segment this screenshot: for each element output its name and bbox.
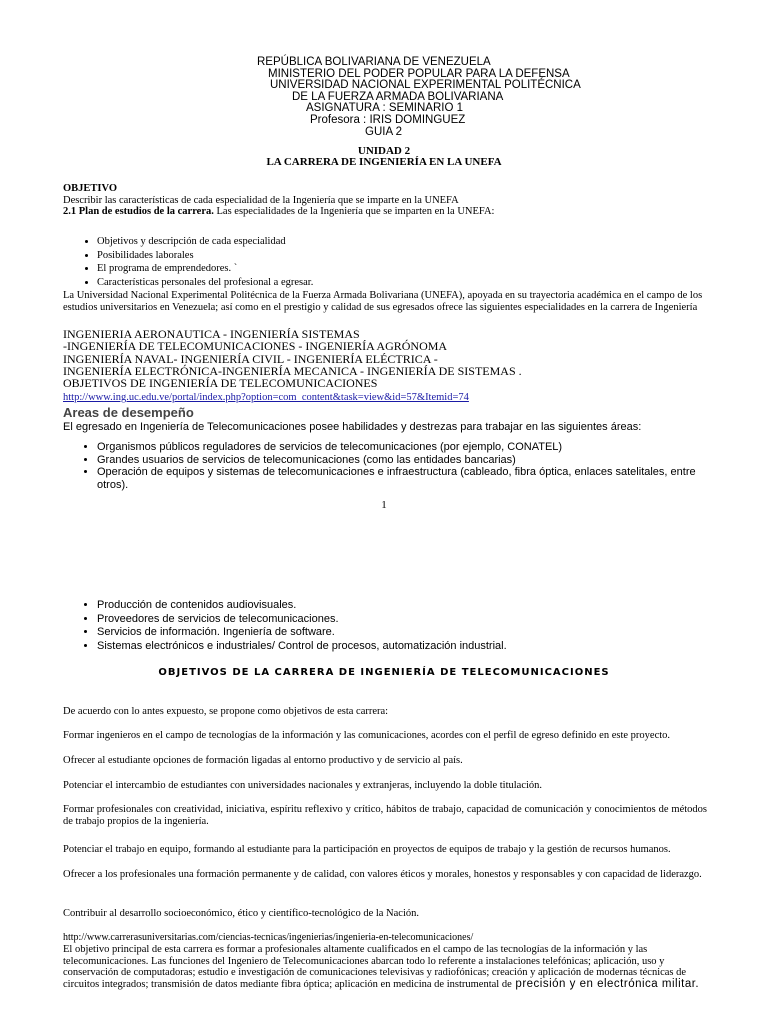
- plan-bold: 2.1 Plan de estudios de la carrera.: [63, 206, 214, 217]
- objetivo-text: Describir las características de cada especialidad de la Ingeniería que se imparte en la UNEFA: [63, 194, 459, 206]
- paragraph: Formar profesionales con creatividad, iniciativa, espíritu reflexivo y crítico, hábitos de trabajo, capacidad de comunicación y conocimientos de métodos de trabajo propios de la ingeniería.: [63, 804, 707, 827]
- paragraph: Formar ingenieros en el campo de tecnologías de la información y las comunicaciones, acordes con el perfil de egreso definido en este proyecto.: [63, 730, 671, 741]
- especialidad-line: INGENIERÍA NAVAL- INGENIERÍA CIVIL - INGENIERÍA ELÉCTRICA -: [63, 351, 438, 366]
- unidad-label: UNIDAD 2: [357, 145, 411, 157]
- final-text: El objetivo principal de esta carrera es formar a profesionales altamente cualificados en el campo de las tecnologías de la información y las telecomunicaciones. Las funciones del Ingeniero de Telecomunicaciones abarcan todo lo referente a instalaciones telefónicas; aplicación, uso y conservación de computadoras; estudio e investigación de comunicaciones televisivas y radiofónicas; creación y aplicación de modernas técnicas de circuitos integrados; transmisión de datos mediante fibra óptica; aplicación en medicina de instrumental de: [63, 944, 687, 990]
- header: [0, 57, 768, 138]
- plan-text: Las especialidades de la Ingeniería que se imparten en la UNEFA:: [213, 206, 495, 217]
- especialidad-line: -INGENIERÍA DE TELECOMUNICACIONES - INGENIERÍA AGRÓNOMA: [63, 339, 448, 354]
- list-item: • Objetivos y descripción de cada especialidad: [97, 235, 703, 249]
- document-title: LA CARRERA DE INGENIERÍA EN LA UNEFA: [266, 156, 502, 168]
- areas-list: [63, 441, 698, 491]
- areas-intro: El egresado en Ingeniería de Telecomunicaciones posee habilidades y destrezas para trabajar en las siguientes áreas:: [63, 421, 642, 433]
- list-item: • Proveedores de servicios de telecomunicaciones.: [97, 613, 703, 627]
- list-item: • Operación de equipos y sistemas de telecomunicaciones e infraestructura (cableado, fibra óptica, enlaces satelitales, entre otros).: [97, 466, 698, 491]
- header-line-3: UNIVERSIDAD NACIONAL EXPERIMENTAL POLITÉCNICA: [270, 79, 581, 92]
- header-line-7: GUIA 2: [365, 125, 403, 138]
- link-carreras[interactable]: [63, 932, 703, 943]
- areas-heading: Areas de desempeño: [63, 405, 194, 420]
- especialidades-list: [63, 328, 703, 389]
- list-item: • Producción de contenidos audiovisuales.: [97, 599, 703, 613]
- areas-list-2: [63, 599, 703, 653]
- list-item: • Organismos públicos reguladores de servicios de telecomunicaciones (por ejemplo, CONATEL): [97, 441, 698, 454]
- paragraph: Ofrecer a los profesionales una formación permanente y de calidad, con valores éticos y morales, honestos y responsables y con capacidad de liderazgo.: [63, 869, 702, 880]
- list-item: • Sistemas electrónicos e industriales/ Control de procesos, automatización industrial.: [97, 640, 703, 654]
- especialidad-line: OBJETIVOS DE INGENIERÍA DE TELECOMUNICACIONES: [63, 376, 378, 391]
- list-item: • Grandes usuarios de servicios de telecomunicaciones (como las entidades bancarias): [97, 454, 698, 467]
- especialidad-line: INGENIERÍA ELECTRÓNICA-INGENIERÍA MECANICA - INGENIERÍA DE SISTEMAS .: [63, 363, 522, 378]
- unit-heading: [0, 146, 768, 168]
- bullets-list-1: [63, 235, 703, 289]
- header-line-6: Profesora : IRIS DOMINGUEZ: [310, 113, 466, 126]
- paragraph: Potenciar el intercambio de estudiantes con universidades nacionales y extranjeras, incluyendo la doble titulación.: [63, 780, 543, 791]
- paragraph: Contribuir al desarrollo socioeconómico, ético y científico-tecnológico de la Nación.: [63, 908, 420, 919]
- header-line-1: REPÚBLICA BOLIVARIANA DE VENEZUELA: [257, 56, 491, 68]
- list-item: • Características personales del profesional a egresar.: [97, 276, 703, 290]
- paragraph: De acuerdo con lo antes expuesto, se propone como objetivos de esta carrera:: [63, 706, 389, 717]
- final-tail: precisión y en electrónica militar.: [511, 977, 700, 990]
- header-line-2: MINISTERIO DEL PODER POPULAR PARA LA DEFENSA: [268, 67, 570, 80]
- list-item: • El programa de emprendedores. `: [97, 262, 703, 276]
- link-ing-uc[interactable]: [63, 392, 703, 403]
- intro-paragraph: La Universidad Nacional Experimental Politécnica de la Fuerza Armada Bolivariana (UNEFA), apoyada en su trayectoria académica en el campo de los estudios universitarios en Venezuela; así como en el prestigio y calidad de sus egresados ofrece las siguientes especialidades en la carrera de Ingeniería: [63, 290, 703, 313]
- objetivos-title: OBJETIVOS DE LA CARRERA DE INGENIERÍA DE TELECOMUNICACIONES: [158, 667, 610, 678]
- header-line-4: DE LA FUERZA ARMADA BOLIVARIANA: [292, 90, 504, 103]
- link-ing-uc-text[interactable]: http://www.ing.uc.edu.ve/portal/index.php?option=com_content&task=view&id=57&Itemid=74: [63, 392, 469, 403]
- paragraph: Potenciar el trabajo en equipo, formando al estudiante para la participación en proyectos de equipos de trabajo y la gestión de recursos humanos.: [63, 844, 671, 855]
- list-item: • Servicios de información. Ingeniería de software.: [97, 626, 703, 640]
- link-carreras-text[interactable]: http://www.carrerasuniversitarias.com/ciencias-tecnicas/ingenierias/ingenieria-en-telecomunicaciones/: [63, 932, 474, 943]
- header-line-5: ASIGNATURA : SEMINARIO 1: [306, 102, 463, 115]
- paragraph: Ofrecer al estudiante opciones de formación ligadas al entorno productivo y de servicio al país.: [63, 755, 463, 766]
- page-number: 1: [381, 499, 387, 511]
- plan-line: [63, 206, 703, 218]
- objetivo-heading: OBJETIVO: [63, 183, 118, 194]
- list-item: • Posibilidades laborales: [97, 249, 703, 263]
- especialidad-line: INGENIERIA AERONAUTICA - INGENIERÍA SISTEMAS: [63, 327, 360, 341]
- objetivo-section: [63, 183, 703, 218]
- final-paragraph: [63, 944, 709, 990]
